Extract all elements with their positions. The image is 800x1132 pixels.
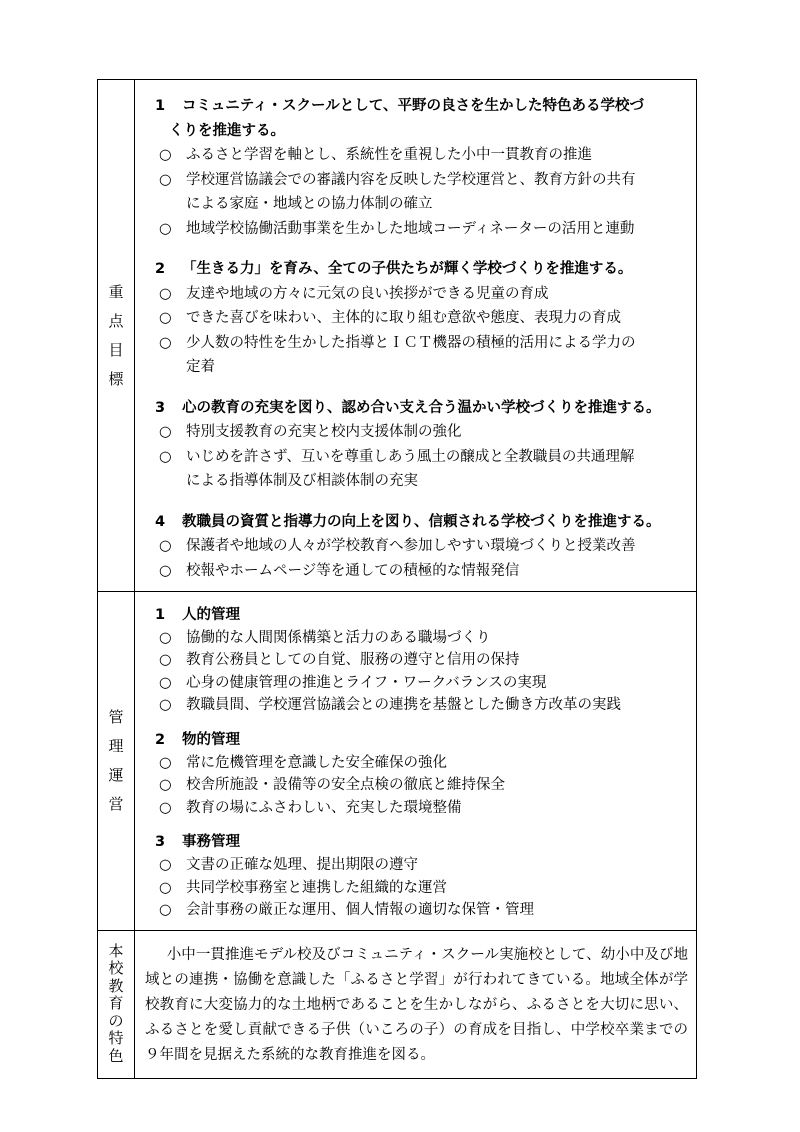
label-char: 標 xyxy=(108,369,124,388)
list-item-text: 教育の場にふさわしい、充実した環境整備 xyxy=(186,799,462,816)
list-item xyxy=(155,469,688,494)
bullet-circle-icon: ○ xyxy=(159,799,172,816)
section-label-tokushoku xyxy=(98,930,135,1078)
label-char: 管 xyxy=(108,707,124,726)
group-heading xyxy=(155,257,688,282)
group-number: 2 xyxy=(155,261,166,277)
group-heading xyxy=(155,729,688,752)
bullet-circle-icon: ○ xyxy=(159,697,172,714)
bullet-circle-icon: ○ xyxy=(159,629,172,646)
bullet-circle-icon: ○ xyxy=(159,448,172,465)
group-spacer xyxy=(155,819,688,825)
list-item xyxy=(155,355,688,380)
group-heading xyxy=(155,604,688,627)
list-item-text: 校舎所施設・設備等の安全点検の徹底と維持保全 xyxy=(186,777,505,794)
label-char: 目 xyxy=(108,340,124,359)
section-label-juten xyxy=(98,80,135,592)
list-item xyxy=(155,649,688,672)
list-item xyxy=(155,899,688,922)
bullet-circle-icon: ○ xyxy=(159,562,172,579)
label-char: 育 xyxy=(108,994,124,1013)
label-char: 運 xyxy=(108,765,124,784)
school-plan-table xyxy=(97,79,697,1079)
list-item-text: 教育公務員としての自覚、服務の遵守と信用の保持 xyxy=(186,652,520,669)
list-item-text: 保護者や地域の人々が学校教育へ参加しやすい環境づくりと授業改善 xyxy=(186,538,636,554)
bullet-circle-icon: ○ xyxy=(159,879,172,896)
label-char: 色 xyxy=(108,1046,124,1065)
list-item xyxy=(155,774,688,797)
bullet-circle-icon: ○ xyxy=(159,902,172,919)
section-content-juten xyxy=(135,80,697,592)
group-title: コミュニティ・スクールとして、平野の良さを生かした特色ある学校づ xyxy=(182,98,644,114)
group-title: 心の教育の充実を図り、認め合い支え合う温かい学校づくりを推進する。 xyxy=(182,399,661,416)
section-content-kanri xyxy=(135,592,697,931)
group-title: 教職員の資質と指導力の向上を図り、信頼される学校づくりを推進する。 xyxy=(182,513,661,530)
list-item-text: 友達や地域の方々に元気の良い挨拶ができる児童の育成 xyxy=(186,285,549,302)
group-heading xyxy=(155,831,688,854)
bullet-circle-icon: ○ xyxy=(159,310,172,326)
bullet-circle-icon: ○ xyxy=(159,220,172,237)
group-title-continued: くりを推進する。 xyxy=(169,122,285,139)
label-char: の xyxy=(108,1011,124,1030)
group-title: 物的管理 xyxy=(182,731,240,748)
list-item-text: いじめを許さず、互いを尊重しあう風土の醸成と全教職員の共通理解 xyxy=(186,448,635,465)
list-item-text: 学校運営協議会での審議内容を反映した学校運営と、教育方針の共有 xyxy=(186,171,636,188)
group-spacer xyxy=(155,241,688,251)
list-item-text: 地域学校協働活動事業を生かした地域コーディネーターの活用と連動 xyxy=(186,220,635,237)
list-item xyxy=(155,559,688,584)
label-char: 理 xyxy=(108,736,124,755)
section-kanri xyxy=(98,592,697,931)
list-item xyxy=(155,217,688,242)
bullet-circle-icon: ○ xyxy=(159,171,172,188)
list-item-text: 校報やホームページ等を通しての積極的な情報発信 xyxy=(186,562,520,579)
bullet-circle-icon: ○ xyxy=(159,652,172,669)
document-page xyxy=(97,79,694,1079)
group-title: 「生きる力」を育み、全ての子供たちが輝く学校づくりを推進する。 xyxy=(182,261,633,277)
list-item-text: 教職員間、学校運営協議会との連携を基盤とした働き方改革の実践 xyxy=(186,697,621,714)
group-spacer xyxy=(155,380,688,390)
list-item-text: 共同学校事務室と連携した組織的な運営 xyxy=(186,879,447,896)
label-char: 点 xyxy=(108,311,124,330)
group-number: 2 xyxy=(155,731,166,748)
label-char: 本 xyxy=(108,941,124,960)
bullet-circle-icon: ○ xyxy=(159,147,172,163)
list-item-text: 協働的な人間関係構築と活力のある職場づくり xyxy=(186,629,491,646)
bullet-circle-icon: ○ xyxy=(159,754,172,771)
list-item xyxy=(155,627,688,650)
list-item-text: 心身の健康管理の推進とライフ・ワークバランスの実現 xyxy=(186,674,547,691)
label-char: 教 xyxy=(108,976,124,995)
bullet-circle-icon xyxy=(155,355,186,380)
bullet-circle-icon: ○ xyxy=(159,334,172,351)
list-item xyxy=(155,282,688,307)
label-char: 重 xyxy=(108,282,124,301)
list-item-text: ふるさと学習を軸とし、系統性を重視した小中一貫教育の推進 xyxy=(186,147,592,163)
group-number: 3 xyxy=(155,834,166,851)
bullet-circle-icon xyxy=(155,469,186,494)
list-item-text: 定着 xyxy=(186,359,215,375)
list-item-text: 文書の正確な処理、提出期限の遵守 xyxy=(186,856,418,873)
list-item xyxy=(155,534,688,559)
list-item xyxy=(155,445,688,470)
school-feature-paragraph: 小中一貫推進モデル校及びコミュニティ・スクール実施校として、幼小中及び地域との連携・協働を意識した「ふるさと学習」が行われてきている。地域全体が学校教育に大変協力的な土地柄であることを生かしながら、ふるさとを大切に思い、ふるさとを愛し貢献できる子供（いころの子）の育成を目指し、中学校卒業までの９年間を見据えた系統的な教育推進を図る。 xyxy=(145,946,688,1063)
list-item xyxy=(155,694,688,717)
list-item xyxy=(155,420,688,445)
list-item xyxy=(155,306,688,331)
label-char: 特 xyxy=(108,1029,124,1048)
label-char: 校 xyxy=(108,959,124,978)
group-number: 3 xyxy=(155,399,166,416)
list-item xyxy=(155,877,688,900)
group-spacer xyxy=(155,717,688,723)
bullet-circle-icon: ○ xyxy=(159,856,172,873)
bullet-circle-icon: ○ xyxy=(159,424,172,440)
section-label-kanri xyxy=(98,592,135,931)
bullet-circle-icon: ○ xyxy=(159,674,172,691)
group-number: 1 xyxy=(155,98,166,114)
group-heading xyxy=(155,396,688,421)
list-item-text: による指導体制及び相談体制の充実 xyxy=(186,473,418,489)
list-item-text: できた喜びを味わい、主体的に取り組む意欲や態度、表現力の育成 xyxy=(186,310,621,326)
group-number: 4 xyxy=(155,513,166,530)
group-spacer xyxy=(155,494,688,504)
group-number: 1 xyxy=(155,607,166,623)
bullet-circle-icon: ○ xyxy=(159,285,172,302)
list-item xyxy=(155,192,688,217)
group-heading xyxy=(155,510,688,535)
bullet-circle-icon xyxy=(155,192,186,217)
list-item xyxy=(155,797,688,820)
list-item xyxy=(155,752,688,775)
section-tokushoku xyxy=(98,930,697,1078)
group-title: 人的管理 xyxy=(182,607,240,623)
list-item-text: 少人数の特性を生かした指導とＩＣＴ機器の積極的活用による学力の xyxy=(186,334,636,351)
bullet-circle-icon: ○ xyxy=(159,538,172,554)
section-content-tokushoku xyxy=(135,930,697,1078)
list-item xyxy=(155,854,688,877)
list-item-text: 特別支援教育の充実と校内支援体制の強化 xyxy=(186,424,462,440)
group-title: 事務管理 xyxy=(182,834,240,851)
list-item xyxy=(155,672,688,695)
group-heading xyxy=(155,94,688,119)
list-item-text: 会計事務の厳正な運用、個人情報の適切な保管・管理 xyxy=(186,902,534,919)
list-item xyxy=(155,143,688,168)
list-item xyxy=(155,168,688,193)
list-item-text: 常に危機管理を意識した安全確保の強化 xyxy=(186,754,447,771)
label-char: 営 xyxy=(108,794,124,813)
section-juten xyxy=(98,80,697,592)
list-item-text: による家庭・地域との協力体制の確立 xyxy=(186,196,433,212)
bullet-circle-icon: ○ xyxy=(159,777,172,794)
list-item xyxy=(155,331,688,356)
